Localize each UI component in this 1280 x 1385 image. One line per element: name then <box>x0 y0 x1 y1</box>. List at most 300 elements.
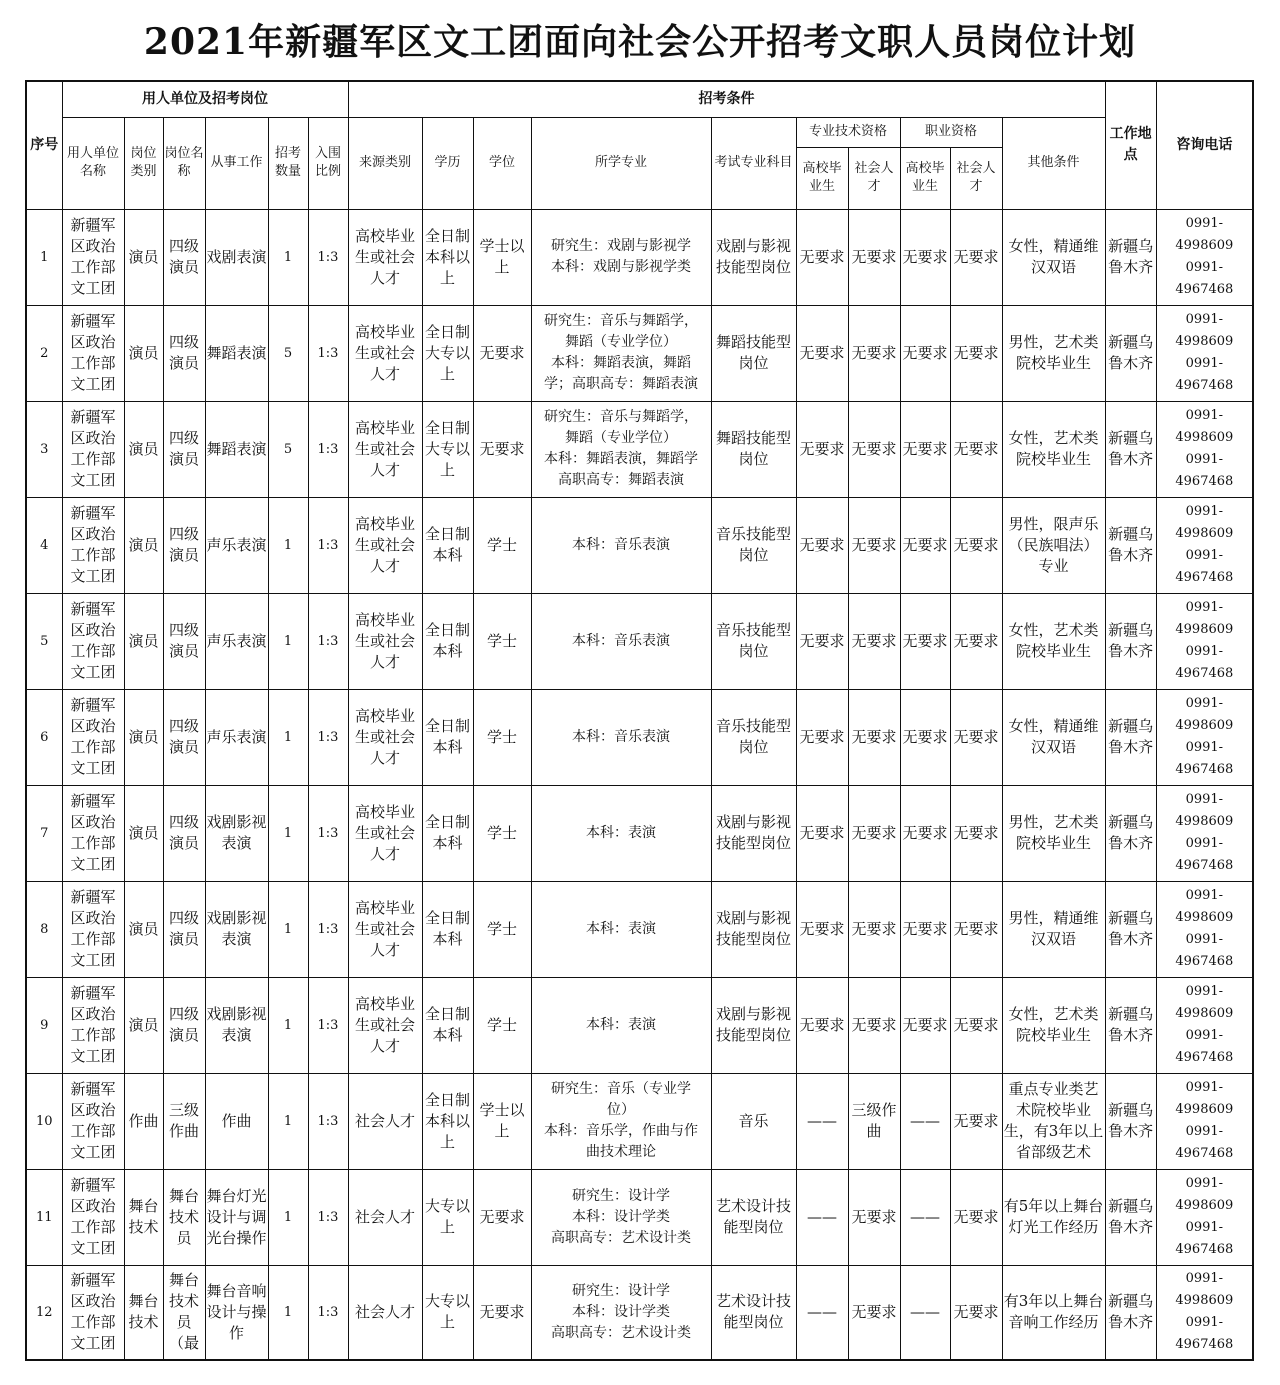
cell-major <box>531 881 711 977</box>
cell-other: 有5年以上舞台灯光工作经历 <box>1002 1169 1105 1265</box>
cell-seq: 11 <box>26 1169 62 1265</box>
cell-post-type: 舞台技术 <box>124 1169 163 1265</box>
cell-major <box>531 1073 711 1169</box>
cell-tech-grad: 无要求 <box>796 977 848 1073</box>
cell-education: 全日制本科 <box>422 689 473 785</box>
cell-job-social: 无要求 <box>950 401 1002 497</box>
cell-work: 声乐表演 <box>205 689 268 785</box>
header-job-social: 社会人才 <box>950 147 1002 209</box>
cell-post-name: 舞台技术员 <box>163 1169 205 1265</box>
cell-post-name: 四级演员 <box>163 497 205 593</box>
cell-seq: 4 <box>26 497 62 593</box>
cell-job-grad: —— <box>900 1073 950 1169</box>
cell-count: 1 <box>268 689 308 785</box>
phone-secondary: 0991-4967468 <box>1175 1220 1234 1257</box>
major-line: 研究生：音乐（专业学 <box>551 1081 691 1097</box>
cell-location: 新疆乌鲁木齐 <box>1105 1073 1156 1169</box>
cell-job-grad: —— <box>900 1169 950 1265</box>
cell-job-social: 无要求 <box>950 593 1002 689</box>
cell-source: 高校毕业生或社会人才 <box>348 977 422 1073</box>
cell-other: 女性，精通维汉双语 <box>1002 689 1105 785</box>
cell-education: 全日制本科 <box>422 497 473 593</box>
cell-education: 全日制大专以上 <box>422 305 473 401</box>
cell-location: 新疆乌鲁木齐 <box>1105 209 1156 305</box>
phone-secondary: 0991-4967468 <box>1175 452 1234 489</box>
phone-primary: 0991-4998609 <box>1175 792 1234 829</box>
cell-job-social: 无要求 <box>950 689 1002 785</box>
table-row <box>26 689 1253 785</box>
cell-location: 新疆乌鲁木齐 <box>1105 1265 1156 1360</box>
table-row <box>26 305 1253 401</box>
table-row <box>26 977 1253 1073</box>
cell-job-social: 无要求 <box>950 785 1002 881</box>
cell-post-name: 四级演员 <box>163 785 205 881</box>
cell-count: 5 <box>268 305 308 401</box>
cell-other: 女性，精通维汉双语 <box>1002 209 1105 305</box>
cell-education: 全日制本科以上 <box>422 1073 473 1169</box>
cell-exam: 音乐技能型岗位 <box>711 497 796 593</box>
cell-education: 全日制大专以上 <box>422 401 473 497</box>
cell-tech-social: 无要求 <box>848 497 900 593</box>
cell-work: 戏剧影视表演 <box>205 785 268 881</box>
cell-major <box>531 401 711 497</box>
cell-count: 1 <box>268 209 308 305</box>
cell-other: 男性，限声乐（民族唱法）专业 <box>1002 497 1105 593</box>
cell-major <box>531 1265 711 1360</box>
cell-education: 全日制本科 <box>422 977 473 1073</box>
major-line: 本科：戏剧与影视学类 <box>551 259 691 275</box>
cell-major <box>531 689 711 785</box>
cell-source: 高校毕业生或社会人才 <box>348 401 422 497</box>
cell-count: 1 <box>268 977 308 1073</box>
header-source: 来源类别 <box>348 117 422 209</box>
phone-secondary: 0991-4967468 <box>1175 740 1234 777</box>
cell-tech-social: 无要求 <box>848 977 900 1073</box>
cell-phone <box>1156 689 1253 785</box>
cell-tech-social: 无要求 <box>848 593 900 689</box>
header-phone: 咨询电话 <box>1156 81 1253 209</box>
cell-phone <box>1156 401 1253 497</box>
cell-degree: 无要求 <box>473 401 531 497</box>
cell-other: 重点专业类艺术院校毕业生，有3年以上省部级艺术 <box>1002 1073 1105 1169</box>
cell-tech-social: 无要求 <box>848 209 900 305</box>
cell-source: 高校毕业生或社会人才 <box>348 305 422 401</box>
cell-count: 1 <box>268 593 308 689</box>
cell-degree: 学士 <box>473 593 531 689</box>
cell-location: 新疆乌鲁木齐 <box>1105 593 1156 689</box>
header-post-name: 岗位名称 <box>163 117 205 209</box>
cell-education: 大专以上 <box>422 1169 473 1265</box>
cell-major <box>531 593 711 689</box>
cell-ratio: 1:3 <box>308 593 348 689</box>
cell-job-grad: 无要求 <box>900 209 950 305</box>
cell-work: 声乐表演 <box>205 497 268 593</box>
cell-tech-social: 无要求 <box>848 401 900 497</box>
cell-location: 新疆乌鲁木齐 <box>1105 401 1156 497</box>
phone-secondary: 0991-4967468 <box>1175 548 1234 585</box>
major-line: 高职高专：艺术设计类 <box>551 1324 691 1341</box>
cell-tech-grad: 无要求 <box>796 689 848 785</box>
table-row <box>26 401 1253 497</box>
phone-primary: 0991-4998609 <box>1175 888 1234 925</box>
cell-exam: 艺术设计技能型岗位 <box>711 1169 796 1265</box>
cell-tech-social: 无要求 <box>848 785 900 881</box>
cell-major <box>531 785 711 881</box>
cell-tech-social: 无要求 <box>848 305 900 401</box>
cell-work: 舞蹈表演 <box>205 401 268 497</box>
major-line: 本科：舞蹈表演，舞蹈 <box>551 355 691 371</box>
cell-post-type: 演员 <box>124 977 163 1073</box>
phone-primary: 0991-4998609 <box>1175 312 1234 349</box>
phone-secondary: 0991-4967468 <box>1175 1028 1234 1065</box>
cell-work: 戏剧影视表演 <box>205 881 268 977</box>
cell-seq: 6 <box>26 689 62 785</box>
cell-degree: 学士 <box>473 785 531 881</box>
cell-education: 全日制本科 <box>422 593 473 689</box>
table-row <box>26 1073 1253 1169</box>
cell-seq: 8 <box>26 881 62 977</box>
recruitment-table <box>25 80 1254 1361</box>
cell-unit: 新疆军区政治工作部文工团 <box>62 593 124 689</box>
cell-work: 舞台音响设计与操作 <box>205 1265 268 1360</box>
cell-ratio: 1:3 <box>308 689 348 785</box>
phone-secondary: 0991-4967468 <box>1175 1315 1234 1353</box>
cell-exam: 艺术设计技能型岗位 <box>711 1265 796 1360</box>
major-line: 本科：设计学类 <box>572 1303 670 1320</box>
cell-job-grad: 无要求 <box>900 593 950 689</box>
cell-source: 高校毕业生或社会人才 <box>348 497 422 593</box>
cell-post-type: 演员 <box>124 689 163 785</box>
cell-post-name: 四级演员 <box>163 689 205 785</box>
cell-unit: 新疆军区政治工作部文工团 <box>62 1073 124 1169</box>
phone-primary: 0991-4998609 <box>1175 600 1234 637</box>
cell-ratio: 1:3 <box>308 401 348 497</box>
phone-secondary: 0991-4967468 <box>1175 356 1234 393</box>
cell-tech-grad: 无要求 <box>796 497 848 593</box>
major-line: 本科：表演 <box>586 1016 656 1033</box>
header-work: 从事工作 <box>205 117 268 209</box>
phone-secondary: 0991-4967468 <box>1175 932 1234 969</box>
cell-post-type: 演员 <box>124 401 163 497</box>
cell-seq: 9 <box>26 977 62 1073</box>
cell-job-social: 无要求 <box>950 977 1002 1073</box>
cell-source: 高校毕业生或社会人才 <box>348 593 422 689</box>
cell-location: 新疆乌鲁木齐 <box>1105 785 1156 881</box>
table-header <box>26 81 1253 209</box>
cell-job-social: 无要求 <box>950 1073 1002 1169</box>
cell-job-grad: 无要求 <box>900 881 950 977</box>
cell-tech-social: 无要求 <box>848 689 900 785</box>
cell-job-grad: 无要求 <box>900 689 950 785</box>
cell-ratio: 1:3 <box>308 497 348 593</box>
cell-education: 全日制本科 <box>422 881 473 977</box>
major-line: 本科：音乐学，作曲与作 <box>544 1123 698 1139</box>
cell-unit: 新疆军区政治工作部文工团 <box>62 689 124 785</box>
cell-post-name: 四级演员 <box>163 977 205 1073</box>
cell-major <box>531 977 711 1073</box>
cell-post-type: 演员 <box>124 305 163 401</box>
cell-exam: 音乐技能型岗位 <box>711 689 796 785</box>
cell-ratio: 1:3 <box>308 785 348 881</box>
header-degree: 学位 <box>473 117 531 209</box>
major-line: 研究生：音乐与舞蹈学， <box>544 409 698 425</box>
cell-job-social: 无要求 <box>950 1265 1002 1360</box>
cell-source: 社会人才 <box>348 1073 422 1169</box>
cell-post-name: 四级演员 <box>163 305 205 401</box>
cell-phone <box>1156 785 1253 881</box>
major-line: 本科：设计学类 <box>572 1208 670 1225</box>
cell-tech-grad: 无要求 <box>796 785 848 881</box>
cell-job-grad: 无要求 <box>900 785 950 881</box>
cell-source: 高校毕业生或社会人才 <box>348 785 422 881</box>
cell-job-social: 无要求 <box>950 1169 1002 1265</box>
cell-source: 高校毕业生或社会人才 <box>348 881 422 977</box>
cell-post-name: 舞台技术员（最 <box>163 1265 205 1360</box>
cell-exam: 戏剧与影视技能型岗位 <box>711 977 796 1073</box>
major-line: 位） <box>607 1102 635 1118</box>
cell-post-type: 演员 <box>124 593 163 689</box>
table-row <box>26 593 1253 689</box>
header-tech-grad: 高校毕业生 <box>796 147 848 209</box>
cell-other: 女性，艺术类院校毕业生 <box>1002 977 1105 1073</box>
cell-phone <box>1156 305 1253 401</box>
cell-degree: 学士以上 <box>473 1073 531 1169</box>
cell-job-social: 无要求 <box>950 881 1002 977</box>
cell-other: 女性，艺术类院校毕业生 <box>1002 401 1105 497</box>
cell-tech-grad: —— <box>796 1169 848 1265</box>
cell-exam: 戏剧与影视技能型岗位 <box>711 785 796 881</box>
cell-source: 高校毕业生或社会人才 <box>348 209 422 305</box>
phone-primary: 0991-4998609 <box>1175 1176 1234 1213</box>
header-count: 招考数量 <box>268 117 308 209</box>
cell-other: 男性，艺术类院校毕业生 <box>1002 305 1105 401</box>
major-line: 舞蹈（专业学位） <box>565 334 677 350</box>
cell-degree: 学士以上 <box>473 209 531 305</box>
cell-seq: 7 <box>26 785 62 881</box>
cell-tech-social: 无要求 <box>848 1265 900 1360</box>
cell-degree: 学士 <box>473 977 531 1073</box>
cell-major <box>531 1169 711 1265</box>
cell-phone <box>1156 977 1253 1073</box>
phone-secondary: 0991-4967468 <box>1175 1124 1234 1161</box>
cell-education: 全日制本科 <box>422 785 473 881</box>
cell-major <box>531 305 711 401</box>
phone-primary: 0991-4998609 <box>1175 1271 1234 1309</box>
header-exam: 考试专业科目 <box>711 117 796 209</box>
cell-post-name: 四级演员 <box>163 401 205 497</box>
cell-count: 1 <box>268 881 308 977</box>
cell-degree: 无要求 <box>473 1169 531 1265</box>
cell-job-grad: 无要求 <box>900 305 950 401</box>
page-title: 2021年新疆军区文工团面向社会公开招考文职人员岗位计划 <box>143 21 1137 63</box>
header-job-qual: 职业资格 <box>900 117 1002 147</box>
cell-unit: 新疆军区政治工作部文工团 <box>62 401 124 497</box>
table-body <box>26 209 1253 1360</box>
cell-education: 全日制本科以上 <box>422 209 473 305</box>
header-location: 工作地点 <box>1105 81 1156 209</box>
phone-secondary: 0991-4967468 <box>1175 644 1234 681</box>
major-line: 高职高专：艺术设计类 <box>551 1229 691 1246</box>
cell-location: 新疆乌鲁木齐 <box>1105 977 1156 1073</box>
cell-unit: 新疆军区政治工作部文工团 <box>62 977 124 1073</box>
cell-work: 舞台灯光设计与调光台操作 <box>205 1169 268 1265</box>
major-line: 本科：舞蹈表演，舞蹈学 <box>544 451 698 467</box>
phone-primary: 0991-4998609 <box>1175 696 1234 733</box>
header-major: 所学专业 <box>531 117 711 209</box>
cell-tech-social: 无要求 <box>848 881 900 977</box>
cell-seq: 5 <box>26 593 62 689</box>
cell-ratio: 1:3 <box>308 977 348 1073</box>
cell-post-type: 演员 <box>124 785 163 881</box>
header-job-grad: 高校毕业生 <box>900 147 950 209</box>
header-unit: 用人单位名称 <box>62 117 124 209</box>
major-line: 舞蹈（专业学位） <box>565 430 677 446</box>
header-tech-qual: 专业技术资格 <box>796 117 900 147</box>
cell-tech-grad: —— <box>796 1073 848 1169</box>
major-line: 本科：音乐表演 <box>572 728 670 745</box>
major-line: 本科：表演 <box>586 824 656 841</box>
cell-unit: 新疆军区政治工作部文工团 <box>62 497 124 593</box>
cell-ratio: 1:3 <box>308 1265 348 1360</box>
major-line: 研究生：戏剧与影视学 <box>551 238 691 254</box>
cell-exam: 音乐技能型岗位 <box>711 593 796 689</box>
cell-work: 声乐表演 <box>205 593 268 689</box>
cell-degree: 学士 <box>473 497 531 593</box>
cell-seq: 2 <box>26 305 62 401</box>
cell-work: 戏剧表演 <box>205 209 268 305</box>
major-line: 研究生：设计学 <box>572 1187 670 1204</box>
phone-primary: 0991-4998609 <box>1175 216 1234 253</box>
header-post-type: 岗位类别 <box>124 117 163 209</box>
cell-count: 5 <box>268 401 308 497</box>
cell-tech-grad: 无要求 <box>796 401 848 497</box>
major-line: 本科：音乐表演 <box>572 632 670 649</box>
cell-post-type: 演员 <box>124 881 163 977</box>
cell-seq: 12 <box>26 1265 62 1360</box>
cell-other: 男性，精通维汉双语 <box>1002 881 1105 977</box>
cell-ratio: 1:3 <box>308 305 348 401</box>
cell-source: 社会人才 <box>348 1169 422 1265</box>
cell-ratio: 1:3 <box>308 1169 348 1265</box>
cell-tech-social: 无要求 <box>848 1169 900 1265</box>
cell-post-type: 舞台技术 <box>124 1265 163 1360</box>
cell-unit: 新疆军区政治工作部文工团 <box>62 1265 124 1360</box>
cell-unit: 新疆军区政治工作部文工团 <box>62 305 124 401</box>
cell-ratio: 1:3 <box>308 1073 348 1169</box>
cell-tech-grad: 无要求 <box>796 593 848 689</box>
cell-exam: 戏剧与影视技能型岗位 <box>711 881 796 977</box>
cell-post-type: 演员 <box>124 209 163 305</box>
cell-job-social: 无要求 <box>950 497 1002 593</box>
phone-primary: 0991-4998609 <box>1175 504 1234 541</box>
cell-tech-social: 三级作曲 <box>848 1073 900 1169</box>
cell-post-type: 作曲 <box>124 1073 163 1169</box>
cell-degree: 无要求 <box>473 1265 531 1360</box>
cell-degree: 学士 <box>473 689 531 785</box>
cell-phone <box>1156 1265 1253 1360</box>
cell-work: 作曲 <box>205 1073 268 1169</box>
cell-source: 高校毕业生或社会人才 <box>348 689 422 785</box>
cell-count: 1 <box>268 497 308 593</box>
cell-work: 舞蹈表演 <box>205 305 268 401</box>
cell-education: 大专以上 <box>422 1265 473 1360</box>
cell-exam: 音乐 <box>711 1073 796 1169</box>
cell-job-social: 无要求 <box>950 305 1002 401</box>
cell-job-grad: 无要求 <box>900 977 950 1073</box>
major-line: 高职高专：舞蹈表演 <box>558 472 684 488</box>
phone-primary: 0991-4998609 <box>1175 1080 1234 1117</box>
cell-degree: 学士 <box>473 881 531 977</box>
cell-unit: 新疆军区政治工作部文工团 <box>62 1169 124 1265</box>
cell-other: 男性，艺术类院校毕业生 <box>1002 785 1105 881</box>
cell-location: 新疆乌鲁木齐 <box>1105 497 1156 593</box>
cell-seq: 10 <box>26 1073 62 1169</box>
cell-location: 新疆乌鲁木齐 <box>1105 689 1156 785</box>
header-group-unit: 用人单位及招考岗位 <box>62 81 348 117</box>
cell-location: 新疆乌鲁木齐 <box>1105 1169 1156 1265</box>
header-seq: 序号 <box>26 81 62 209</box>
phone-primary: 0991-4998609 <box>1175 408 1234 445</box>
cell-post-name: 四级演员 <box>163 209 205 305</box>
header-ratio: 入围比例 <box>308 117 348 209</box>
major-line: 研究生：音乐与舞蹈学， <box>544 313 698 329</box>
cell-seq: 3 <box>26 401 62 497</box>
cell-job-grad: 无要求 <box>900 497 950 593</box>
cell-count: 1 <box>268 1265 308 1360</box>
cell-ratio: 1:3 <box>308 209 348 305</box>
cell-job-grad: —— <box>900 1265 950 1360</box>
cell-phone <box>1156 1169 1253 1265</box>
cell-phone <box>1156 881 1253 977</box>
cell-post-name: 四级演员 <box>163 881 205 977</box>
major-line: 学；高职高专：舞蹈表演 <box>544 376 698 392</box>
cell-exam: 舞蹈技能型岗位 <box>711 305 796 401</box>
major-line: 本科：表演 <box>586 920 656 937</box>
cell-count: 1 <box>268 1169 308 1265</box>
phone-secondary: 0991-4967468 <box>1175 260 1234 297</box>
cell-tech-grad: —— <box>796 1265 848 1360</box>
cell-phone <box>1156 209 1253 305</box>
header-other: 其他条件 <box>1002 117 1105 209</box>
header-group-conditions: 招考条件 <box>348 81 1105 117</box>
cell-other: 女性，艺术类院校毕业生 <box>1002 593 1105 689</box>
header-tech-social: 社会人才 <box>848 147 900 209</box>
cell-post-type: 演员 <box>124 497 163 593</box>
table-row <box>26 881 1253 977</box>
cell-seq: 1 <box>26 209 62 305</box>
cell-phone <box>1156 593 1253 689</box>
cell-location: 新疆乌鲁木齐 <box>1105 305 1156 401</box>
major-line: 本科：音乐表演 <box>572 536 670 553</box>
cell-count: 1 <box>268 1073 308 1169</box>
cell-unit: 新疆军区政治工作部文工团 <box>62 881 124 977</box>
cell-tech-grad: 无要求 <box>796 209 848 305</box>
table-row <box>26 1169 1253 1265</box>
cell-source: 社会人才 <box>348 1265 422 1360</box>
cell-exam: 舞蹈技能型岗位 <box>711 401 796 497</box>
cell-tech-grad: 无要求 <box>796 881 848 977</box>
table-row <box>26 785 1253 881</box>
major-line: 曲技术理论 <box>586 1144 656 1160</box>
cell-location: 新疆乌鲁木齐 <box>1105 881 1156 977</box>
cell-degree: 无要求 <box>473 305 531 401</box>
phone-primary: 0991-4998609 <box>1175 984 1234 1021</box>
cell-post-name: 三级作曲 <box>163 1073 205 1169</box>
cell-unit: 新疆军区政治工作部文工团 <box>62 209 124 305</box>
cell-tech-grad: 无要求 <box>796 305 848 401</box>
cell-ratio: 1:3 <box>308 881 348 977</box>
cell-phone <box>1156 497 1253 593</box>
